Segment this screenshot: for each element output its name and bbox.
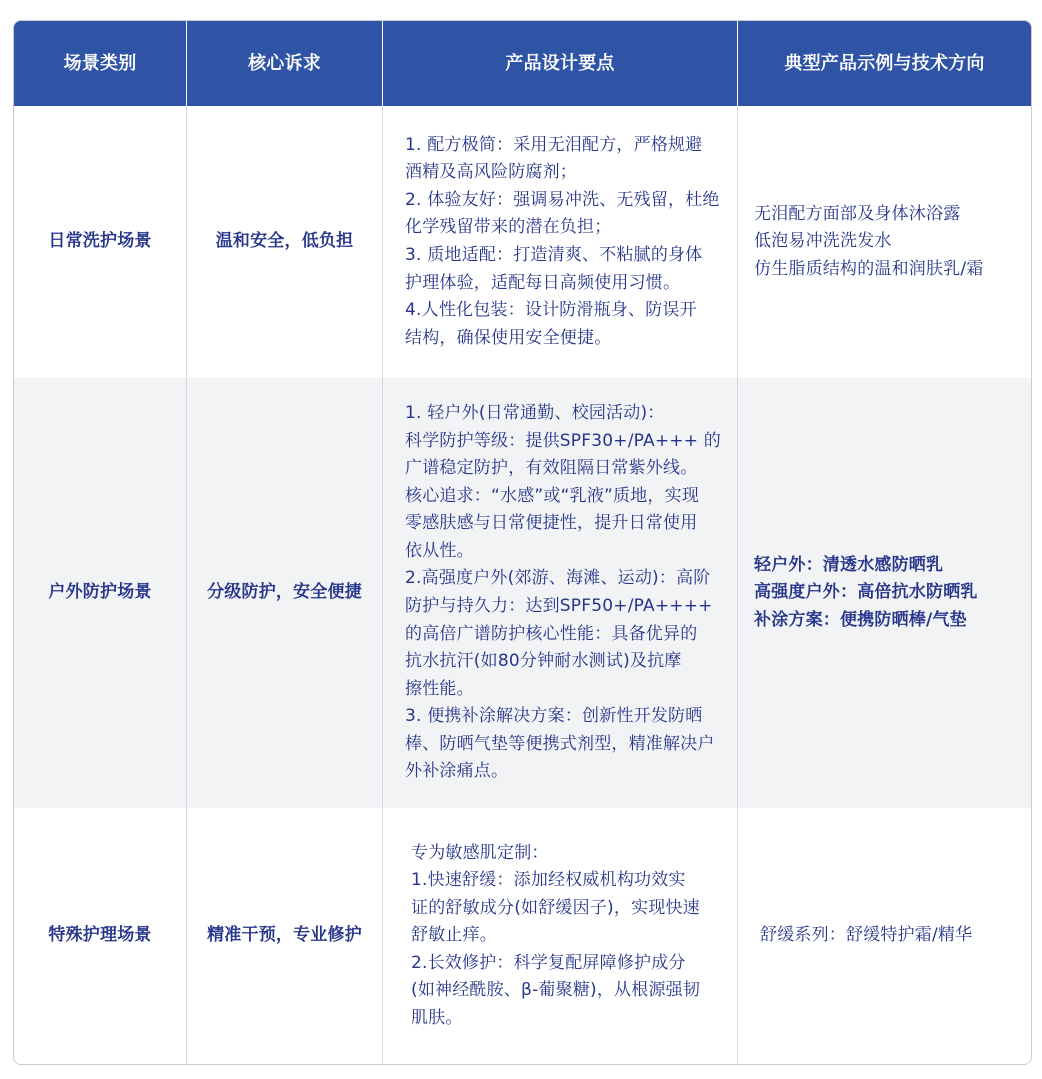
row-daily-need: 温和安全，低负担: [187, 106, 383, 378]
example-line: 轻户外：清透水感防晒乳: [754, 554, 944, 575]
design-line: 1. 配方极简：采用无泪配方，严格规避: [405, 134, 703, 155]
design-line: (如神经酰胺、β-葡聚糖)，从根源强韧: [411, 980, 701, 1001]
design-line: 舒敏止痒。: [411, 925, 497, 946]
example-line: 补涂方案：便携防晒棒/气垫: [754, 609, 967, 630]
design-line: 棒、防晒气垫等便携式剂型，精准解决户: [405, 733, 715, 754]
design-lines: [405, 400, 721, 785]
example-line: 高强度户外：高倍抗水防晒乳: [754, 582, 978, 603]
row-daily-category: 日常洗护场景: [14, 106, 187, 378]
design-line: 证的舒敏成分(如舒缓因子)，实现快速: [411, 897, 700, 918]
design-line: 广谱稳定防护，有效阻隔日常紫外线。: [405, 458, 698, 479]
example-line: 低泡易冲洗洗发水: [754, 231, 892, 252]
example-line: 舒缓系列：舒缓特护霜/精华: [760, 925, 973, 946]
header-design: 产品设计要点: [383, 21, 738, 106]
design-line: 的高倍广谱防护核心性能：具备优异的: [405, 623, 698, 644]
example-line: 无泪配方面部及身体沐浴露: [754, 203, 961, 224]
design-line: 抗水抗汗(如80分钟耐水测试)及抗摩: [405, 651, 682, 672]
design-line: 1. 轻户外(日常通勤、校园活动)：: [405, 403, 665, 424]
design-line: 护理体验，适配每日高频使用习惯。: [405, 272, 681, 293]
design-lines: [411, 840, 700, 1033]
row-outdoor-examples: [738, 378, 1031, 808]
table-grid: [14, 21, 1031, 1064]
design-line: 3. 便携补涂解决方案：创新性开发防晒: [405, 706, 703, 727]
design-line: 酒精及高风险防腐剂；: [405, 162, 577, 183]
design-line: 结构，确保使用安全便捷。: [405, 327, 612, 348]
scenario-table: [13, 20, 1032, 1065]
example-lines: [754, 552, 978, 635]
row-special-design: [383, 808, 738, 1064]
row-special-examples: [738, 808, 1031, 1064]
example-line: 仿生脂质结构的温和润肤乳/霜: [754, 258, 984, 279]
design-line: 核心追求：“水感”或“乳液”质地，实现: [405, 485, 700, 506]
design-line: 肌肤。: [411, 1007, 463, 1028]
design-line: 擦性能。: [405, 678, 474, 699]
row-daily-design: [383, 106, 738, 378]
design-line: 1.快速舒缓：添加经权威机构功效实: [411, 870, 686, 891]
design-lines: [405, 132, 720, 352]
design-line: 4.人性化包装：设计防滑瓶身、防误开: [405, 300, 697, 321]
design-line: 2. 体验友好：强调易冲洗、无残留，杜绝: [405, 189, 720, 210]
design-line: 科学防护等级：提供SPF30+/PA+++ 的: [405, 430, 721, 451]
design-line: 外补涂痛点。: [405, 761, 509, 782]
design-line: 防护与持久力：达到SPF50+/PA++++: [405, 596, 713, 616]
row-daily-examples: [738, 106, 1031, 378]
design-line: 专为敏感肌定制：: [411, 842, 549, 863]
design-line: 零感肤感与日常便捷性，提升日常使用: [405, 513, 698, 534]
row-outdoor-design: [383, 378, 738, 808]
header-examples: 典型产品示例与技术方向: [738, 21, 1031, 106]
header-need: 核心诉求: [187, 21, 383, 106]
row-special-category: 特殊护理场景: [14, 808, 187, 1064]
example-lines: [754, 201, 984, 284]
design-line: 依从性。: [405, 540, 474, 561]
row-outdoor-category: 户外防护场景: [14, 378, 187, 808]
header-category: 场景类别: [14, 21, 187, 106]
design-line: 2.长效修护：科学复配屏障修护成分: [411, 952, 686, 973]
design-line: 3. 质地适配：打造清爽、不粘腻的身体: [405, 245, 703, 265]
row-outdoor-need: 分级防护，安全便捷: [187, 378, 383, 808]
design-line: 2.高强度户外(郊游、海滩、运动)：高阶: [405, 568, 711, 589]
design-line: 化学残留带来的潜在负担；: [405, 217, 612, 238]
row-special-need: 精准干预，专业修护: [187, 808, 383, 1064]
example-lines: [760, 922, 972, 950]
